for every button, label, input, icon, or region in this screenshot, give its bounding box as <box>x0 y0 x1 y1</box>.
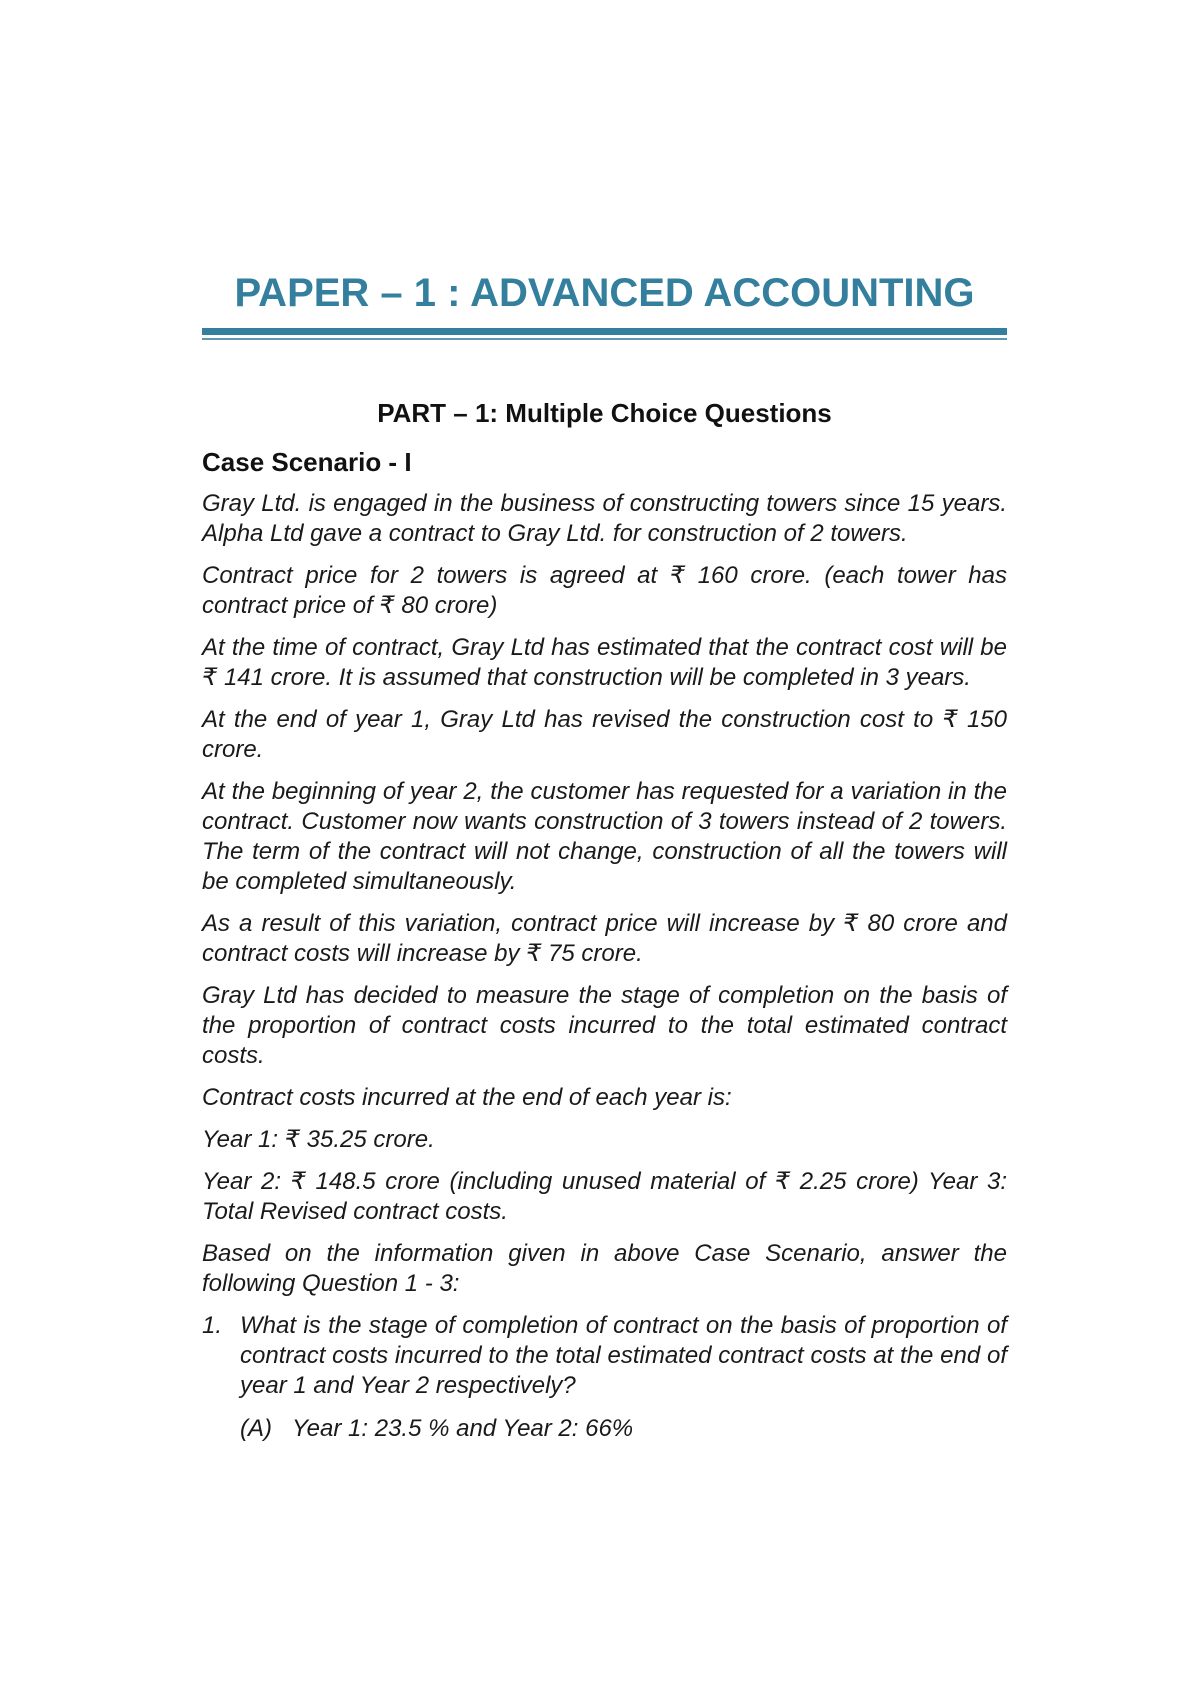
paragraph-costs-incurred-intro: Contract costs incurred at the end of each year is: <box>202 1084 732 1111</box>
case-scenario-heading: Case Scenario - I <box>202 447 412 477</box>
page-title: PAPER – 1 : ADVANCED ACCOUNTING <box>234 271 975 315</box>
paragraph-year2-year3-cost: Year 2: ₹ 148.5 crore (including unused material of ₹ 2.25 crore) Year 3: Total Revised contract costs. <box>202 1168 1007 1225</box>
paragraph-year1-cost: Year 1: ₹ 35.25 crore. <box>202 1126 435 1153</box>
paragraph-contract-price: Contract price for 2 towers is agreed at ₹ 160 crore. (each tower has contract price of ₹ 80 crore) <box>202 562 1007 619</box>
question-text: What is the stage of completion of contract on the basis of proportion of contract costs incurred to the total estimated contract costs at the end of year 1 and Year 2 respectively? <box>240 1312 1007 1399</box>
paragraph-stage-of-completion: Gray Ltd has decided to measure the stage of completion on the basis of the proportion of contract costs incurred to the total estimated contract costs. <box>202 982 1007 1069</box>
title-underline-thick <box>202 328 1007 335</box>
paragraph-based-on-info: Based on the information given in above Case Scenario, answer the following Question 1 - 3: <box>202 1240 1007 1297</box>
title-underline-thin <box>202 338 1007 340</box>
paragraph-variation-request: At the beginning of year 2, the customer has requested for a variation in the contract. Customer now wants construction of 3 towers instead of 2 towers. The term of the contract will not change, construction of all the towers will be completed simultaneously. <box>202 778 1007 895</box>
paragraph-intro: Gray Ltd. is engaged in the business of constructing towers since 15 years. Alpha Ltd gave a contract to Gray Ltd. for construction of 2 towers. <box>202 490 1007 547</box>
paragraph-estimated-cost: At the time of contract, Gray Ltd has estimated that the contract cost will be ₹ 141 crore. It is assumed that construction will be completed in 3 years. <box>202 634 1007 691</box>
option-label: (A) <box>240 1415 272 1442</box>
option-item <box>240 1414 1007 1444</box>
question-item <box>202 1311 1007 1401</box>
part-heading: PART – 1: Multiple Choice Questions <box>377 398 832 428</box>
option-text: Year 1: 23.5 % and Year 2: 66% <box>292 1415 634 1442</box>
paragraph-revised-cost: At the end of year 1, Gray Ltd has revised the construction cost to ₹ 150 crore. <box>202 706 1007 763</box>
paragraph-variation-result: As a result of this variation, contract price will increase by ₹ 80 crore and contract costs will increase by ₹ 75 crore. <box>202 910 1007 967</box>
question-number: 1. <box>202 1312 223 1339</box>
